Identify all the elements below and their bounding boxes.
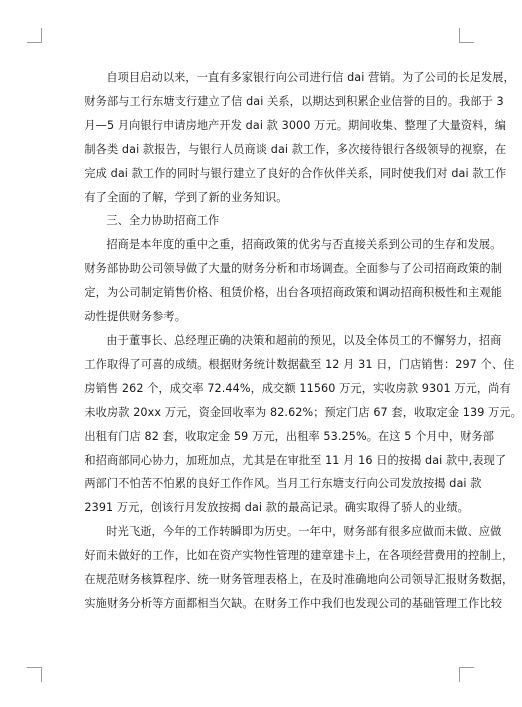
- text-line: 月—5 月向银行申请房地产开发 dai 款 3000 万元。期间收集、整理了大量资料，编: [84, 118, 507, 132]
- text-line: 招商是本年度的重中之重，招商政策的优劣与否直接关系到公司的生存和发展。: [106, 238, 502, 252]
- crop-mark-top-right: [459, 28, 474, 43]
- paragraph-sales-results: [62, 329, 522, 520]
- text-line: 工作取得了可喜的成绩。根据财务统计数据截至 12 月 31 日，门店销售：297 个、住: [84, 357, 515, 371]
- text-line: 实施财务分析等方面都相当欠缺。在财务工作中我们也发现公司的基础管理工作比较: [84, 596, 503, 610]
- text-line: 完成 dai 款工作的同时与银行建立了良好的合作伙伴关系，同时使我们对 dai 款工作: [84, 166, 507, 180]
- paragraph-bank-loans: [62, 66, 515, 209]
- text-line: 在规范财务核算程序、统一财务管理表格上，在及时准确地向公司领导汇报财务数据，: [84, 573, 514, 587]
- text-line: 出租有门店 82 套，收取定金 59 万元，出租率 53.25%。在这 5 个月中，财务部: [84, 429, 495, 443]
- text-line: 动性提供财务参考。: [84, 310, 186, 324]
- document-body: [62, 66, 522, 616]
- text-line: 财务部与工行东塘支行建立了信 dai 关系，以期达到积累企业信誉的目的。我部于 3: [84, 94, 504, 108]
- text-line: 财务部协助公司领导做了大量的财务分析和市场调查。全面参与了公司招商政策的制: [84, 262, 503, 276]
- text-line: 有了全面的了解，学到了新的业务知识。: [84, 190, 288, 204]
- text-line: 房销售 262 个，成交率 72.44%，成交额 11560 万元，实收房款 9301 万元，尚有: [84, 381, 511, 395]
- text-line: 2391 万元，创该行月发放按揭 dai 款的最高记录。确实取得了骄人的业绩。: [84, 501, 469, 515]
- heading-text: 三、全力协助招商工作: [106, 214, 220, 228]
- crop-mark-top-left: [27, 28, 42, 43]
- text-line: 和招商部同心协力，加班加点，尤其是在审批至 11 月 16 日的按揭 dai 款中,表现了: [84, 453, 507, 467]
- text-line: 好而未做好的工作，比如在资产实物性管理的建章建卡上，在各项经营费用的控制上，: [84, 549, 514, 563]
- crop-mark-bottom-left: [27, 667, 42, 682]
- text-line: 时光飞逝，今年的工作转瞬即为历史。一年中，财务部有很多应做而未做、应做: [106, 525, 502, 539]
- text-line: 由于董事长、总经理正确的决策和超前的预见，以及全体员工的不懈努力，招商: [106, 333, 502, 347]
- crop-mark-bottom-right: [459, 667, 474, 682]
- text-line: 两部门不怕苦不怕累的良好工作作风。当月工行东塘支行向公司发放按揭 dai 款: [84, 477, 482, 491]
- paragraph-investment-policy: [62, 233, 503, 329]
- text-line: 自项目启动以来，一直有多家银行向公司进行信 dai 营销。为了公司的长足发展，: [106, 71, 515, 84]
- paragraph-year-review: [62, 520, 514, 616]
- text-line: 未收房款 20xx 万元，资金回收率为 82.62%；预定门店 67 套，收取定金 139 万元。: [84, 405, 522, 419]
- text-line: 制各类 dai 款报告，与银行人员商谈 dai 款工作，多次接待银行各级领导的视察，在: [84, 142, 507, 156]
- text-line: 定，为公司制定销售价格、租赁价格，出台各项招商政策和调动招商积极性和主观能: [84, 286, 503, 300]
- section-heading: [62, 209, 445, 233]
